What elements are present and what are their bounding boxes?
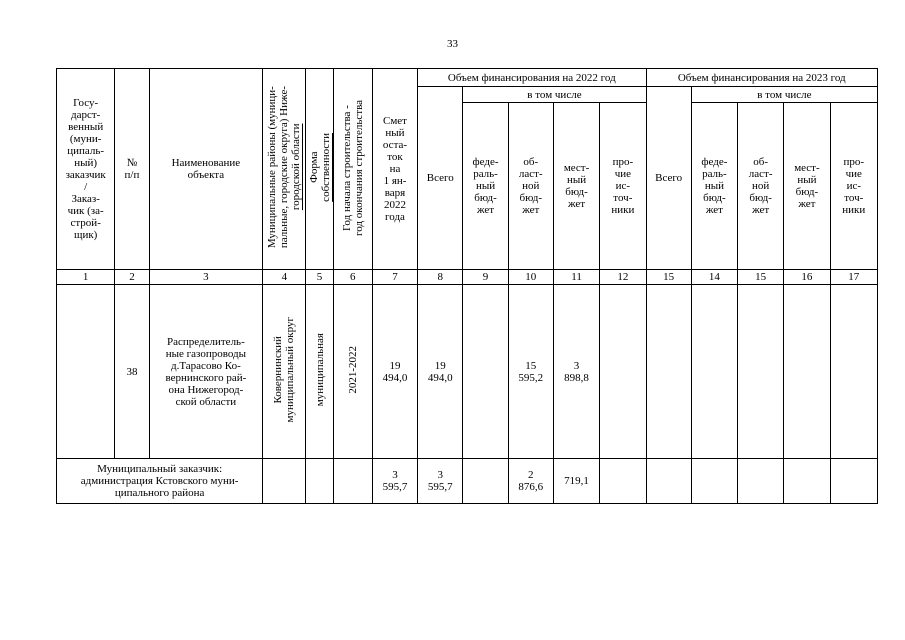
header-local-2023: мест- ный бюд- жет	[784, 103, 830, 270]
header-including-2023: в том числе	[691, 87, 877, 103]
column-number: 15	[738, 270, 784, 285]
cell-district: Ковернинский муниципальный округ	[263, 285, 306, 459]
cell-balance: 19 494,0	[372, 285, 417, 459]
cell-regional-2023	[738, 285, 784, 459]
header-total-2023: Всего	[646, 87, 691, 270]
column-number: 9	[463, 270, 508, 285]
subtotal-balance: 3 595,7	[372, 459, 417, 504]
subtotal-federal-2023	[691, 459, 737, 504]
table-row	[57, 285, 878, 459]
subtotal-district	[263, 459, 306, 504]
column-number: 8	[418, 270, 463, 285]
subtotal-local-2022: 719,1	[553, 459, 599, 504]
cell-total-2022: 19 494,0	[418, 285, 463, 459]
header-total-2022: Всего	[418, 87, 463, 270]
subtotal-total-2022: 3 595,7	[418, 459, 463, 504]
header-federal-2023: феде- раль- ный бюд- жет	[691, 103, 737, 270]
column-number: 4	[263, 270, 306, 285]
column-number: 6	[333, 270, 372, 285]
cell-years: 2021-2022	[333, 285, 372, 459]
subtotal-local-2023	[784, 459, 830, 504]
header-regional-2023: об- ласт- ной бюд- жет	[738, 103, 784, 270]
column-number: 1	[57, 270, 115, 285]
cell-federal-2022	[463, 285, 508, 459]
header-federal-2022: феде- раль- ный бюд- жет	[463, 103, 508, 270]
cell-object: Распределитель- ные газопроводы д.Тарасово Ко- вернинского рай- она Нижегород- ской области	[149, 285, 263, 459]
header-regional-2022: об- ласт- ной бюд- жет	[508, 103, 553, 270]
subtotal-other-2022	[600, 459, 646, 504]
cell-ownership: муниципальная	[306, 285, 333, 459]
column-numbers-row	[57, 270, 878, 285]
header-object-name: Наименование объекта	[149, 69, 263, 270]
column-number: 10	[508, 270, 553, 285]
subtotal-federal-2022	[463, 459, 508, 504]
header-including-2022: в том числе	[463, 87, 646, 103]
subtotal-row	[57, 459, 878, 504]
header-ownership: Форма собственности	[306, 69, 333, 270]
page-number: 33	[447, 38, 458, 50]
header-other-2023: про- чие ис- точ- ники	[830, 103, 877, 270]
column-number: 15	[646, 270, 691, 285]
column-number: 5	[306, 270, 333, 285]
cell-total-2023	[646, 285, 691, 459]
header-funding-2023: Объем финансирования на 2023 год	[646, 69, 878, 87]
column-number: 2	[115, 270, 149, 285]
financing-table	[56, 68, 878, 504]
cell-local-2022: 3 898,8	[553, 285, 599, 459]
column-number: 14	[691, 270, 737, 285]
column-number: 3	[149, 270, 263, 285]
header-funding-2022: Объем финансирования на 2022 год	[418, 69, 646, 87]
header-local-2022: мест- ный бюд- жет	[553, 103, 599, 270]
header-years: Год начала строительства - год окончания строительства	[333, 69, 372, 270]
column-number: 12	[600, 270, 646, 285]
subtotal-years	[333, 459, 372, 504]
cell-other-2023	[830, 285, 877, 459]
header-row-1	[57, 69, 878, 87]
header-number: № п/п	[115, 69, 149, 270]
subtotal-ownership	[306, 459, 333, 504]
column-number: 16	[784, 270, 830, 285]
header-districts: Муниципальные районы (муници- пальные, городские округа) Ниже- городской области	[263, 69, 306, 270]
header-other-2022: про- чие ис- точ- ники	[600, 103, 646, 270]
column-number: 17	[830, 270, 877, 285]
subtotal-regional-2023	[738, 459, 784, 504]
cell-other-2022	[600, 285, 646, 459]
subtotal-total-2023	[646, 459, 691, 504]
column-number: 11	[553, 270, 599, 285]
header-balance: Смет ный оста- ток на 1 ян- варя 2022 года	[372, 69, 417, 270]
column-number: 7	[372, 270, 417, 285]
cell-regional-2022: 15 595,2	[508, 285, 553, 459]
cell-number: 38	[115, 285, 149, 459]
subtotal-regional-2022: 2 876,6	[508, 459, 553, 504]
cell-local-2023	[784, 285, 830, 459]
cell-federal-2023	[691, 285, 737, 459]
header-customer: Госу- дарст- венный (муни- ципаль- ный) заказчик / Заказ- чик (за- строй- щик)	[57, 69, 115, 270]
subtotal-label: Муниципальный заказчик: администрация Кстовского муни- ципального района	[57, 459, 263, 504]
cell-customer	[57, 285, 115, 459]
subtotal-other-2023	[830, 459, 877, 504]
